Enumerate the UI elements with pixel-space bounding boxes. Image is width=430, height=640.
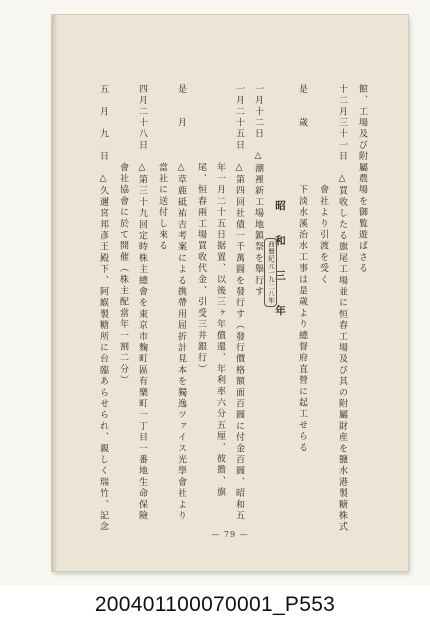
binding-shadow [52, 15, 58, 571]
text-column: 一月二十五日 △第四回社債一千萬圓を發行す（發行價格額面百圓に付金百圓、昭和五 [234, 84, 244, 522]
image-caption: 200401100070001_P553 [94, 593, 336, 616]
text-column: 會社より引渡を受く [318, 84, 328, 286]
year-heading: 昭 和 三 年 [274, 200, 286, 323]
text-column: 會社協會に於て開催（株主配當年一割二分） [118, 84, 128, 387]
text-column: 是 歲 下淡水溪治水工事は是歲より總督府直營に起工せらる [297, 84, 307, 454]
text-column: 尾、恒春兩工場買收代金、引受三井銀行） [196, 84, 206, 376]
text-column: 四月二十八日 △第三十九回定時株主總會を東京市麴町區有樂町一丁目一番地生命保險 [137, 84, 147, 522]
text-column: 十二月三十一日 △買收したる旗尾工場並に恒春工場及び其の附屬財産を鹽水港製糖株式 [337, 84, 347, 533]
text-column: 館、工場及び附屬農場を御覧遊ばさる [357, 84, 367, 275]
text-column: 當社に送付し來る [157, 84, 167, 252]
page-number: — 79 — [211, 530, 249, 539]
text-column: 年一月二十五日据置、以後三ヶ年償還、年利率六分五厘、彼擔、旗 [215, 84, 225, 499]
text-column: 一月十二日 △潮裡新工場地鎮祭を舉行す [253, 84, 263, 298]
year-heading-note: 西曆紀元一九二八年 [264, 238, 277, 307]
text-column: 是 月 △草鹿砥祐吉考案による携帶用屈折計見本を獨逸ツァイス光學會社より [176, 84, 186, 522]
text-column: 五 月 九 日 △久邇宮邦彥王殿下、阿緱製糖所に台臨あらせられ、親しく瑞竹、記念 [98, 84, 108, 533]
